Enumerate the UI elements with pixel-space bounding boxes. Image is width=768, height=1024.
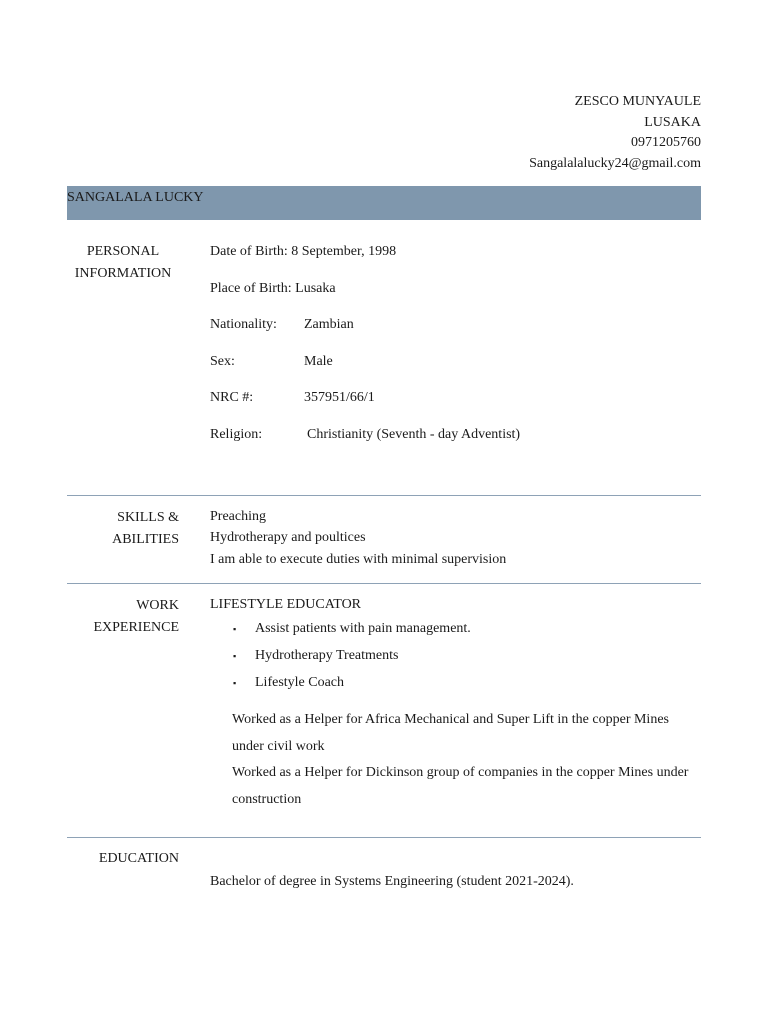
religion-label: Religion: — [210, 427, 263, 442]
work-paragraph: Worked as a Helper for Dickinson group of companies in the copper Mines under construction — [232, 765, 689, 807]
contact-city: LUSAKA — [644, 114, 701, 130]
skills-label-line2: ABILITIES — [112, 532, 179, 547]
candidate-name: SANGALALA LUCKY — [67, 190, 204, 205]
bullet-marker: ▪ — [233, 651, 237, 661]
work-label-line2: EXPERIENCE — [93, 620, 179, 635]
name-header-bar — [67, 186, 701, 220]
sex-label: Sex: — [210, 354, 235, 369]
skills-label-line1: SKILLS & — [117, 510, 179, 525]
date-of-birth: Date of Birth: 8 September, 1998 — [210, 244, 397, 259]
personal-label-line1: PERSONAL — [86, 244, 160, 259]
section-divider — [67, 837, 701, 838]
personal-label-line2: INFORMATION — [74, 266, 172, 281]
contact-phone: 0971205760 — [631, 135, 701, 150]
religion-value: Christianity (Seventh - day Adventist) — [307, 427, 521, 442]
nationality-label: Nationality: — [210, 317, 277, 332]
skill-item: Hydrotherapy and poultices — [210, 530, 366, 545]
work-bullet-item: Assist patients with pain management. — [255, 621, 471, 636]
work-label-line1: WORK — [136, 598, 179, 613]
place-of-birth: Place of Birth: Lusaka — [210, 281, 336, 296]
education-label: EDUCATION — [98, 851, 179, 866]
nrc-value: 357951/66/1 — [304, 390, 375, 405]
contact-name: ZESCO MUNYAULE — [574, 94, 701, 109]
nrc-label: NRC #: — [210, 390, 254, 405]
skill-item: I am able to execute duties with minimal supervision — [210, 552, 507, 567]
contact-email[interactable]: Sangalalalucky24@gmail.com — [529, 155, 701, 171]
work-paragraph: Worked as a Helper for Africa Mechanical and Super Lift in the copper Mines under civil work — [232, 712, 669, 754]
education-item: Bachelor of degree in Systems Engineering (student 2021-2024). — [210, 874, 574, 889]
bullet-marker: ▪ — [233, 624, 237, 634]
work-bullet-item: Hydrotherapy Treatments — [255, 648, 399, 663]
skill-item: Preaching — [210, 509, 266, 524]
section-divider — [67, 495, 701, 496]
job-title: LIFESTYLE EDUCATOR — [210, 597, 362, 612]
nationality-value: Zambian — [304, 317, 354, 332]
contact-block — [529, 92, 701, 174]
sex-value: Male — [304, 354, 333, 369]
skills-label — [67, 507, 179, 551]
work-label — [67, 595, 179, 639]
section-divider — [67, 583, 701, 584]
bullet-marker: ▪ — [233, 678, 237, 688]
personal-info-label — [67, 241, 179, 285]
work-bullet-item: Lifestyle Coach — [255, 675, 345, 690]
